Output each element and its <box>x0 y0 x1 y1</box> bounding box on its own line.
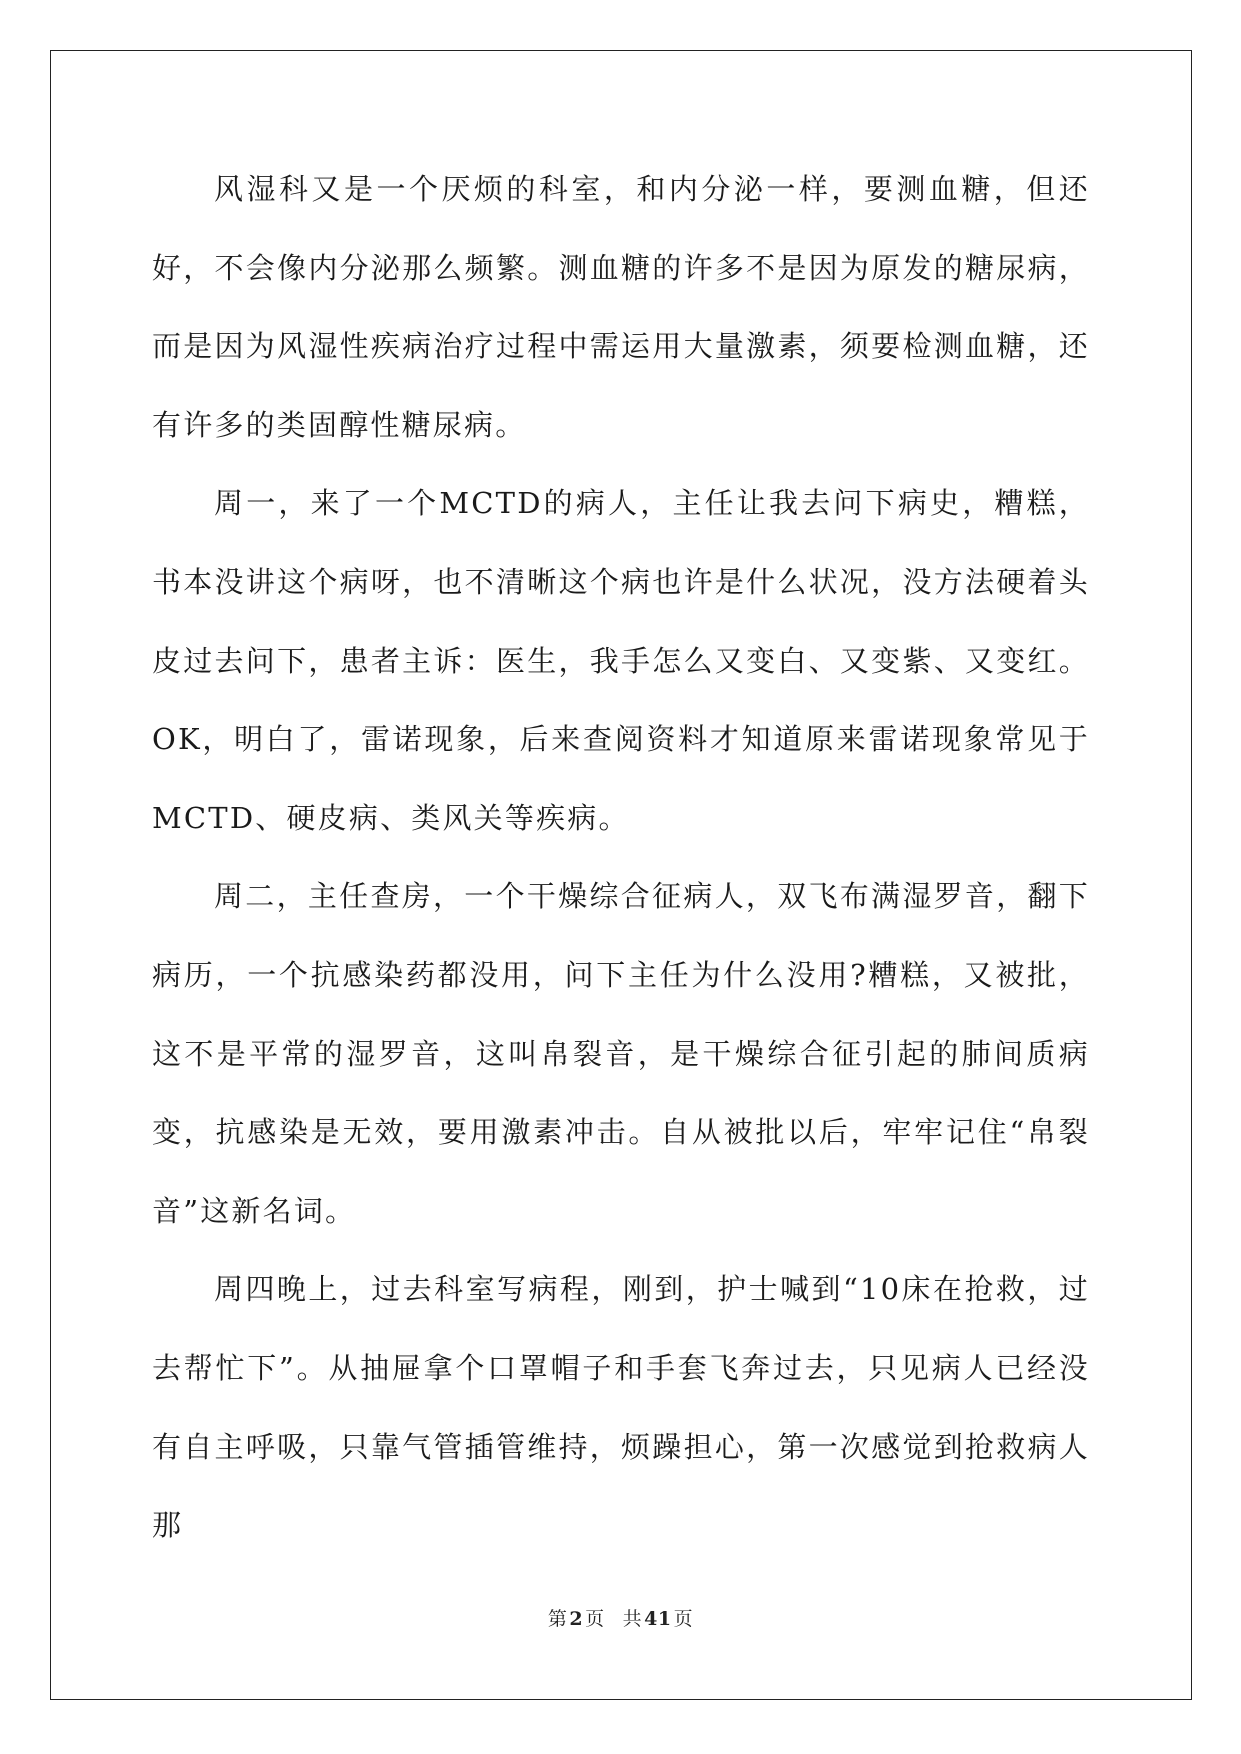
total-pages: 41 <box>644 1608 672 1630</box>
total-suffix: 页 <box>673 1608 694 1630</box>
total-prefix: 共 <box>622 1608 643 1630</box>
page-footer <box>0 1604 1241 1631</box>
page-suffix: 页 <box>585 1608 605 1630</box>
page-prefix: 第 <box>547 1608 568 1630</box>
paragraph-2: 周一，来了一个MCTD的病人，主任让我去问下病史，糟糕，书本没讲这个病呀，也不清晰这个病也许是什么状况，没方法硬着头皮过去问下，患者主诉：医生，我手怎么又变白、又变紫、又变红。OK，明白了，雷诺现象，后来查阅资料才知道原来雷诺现象常见于MCTD、硬皮病、类风关等疾病。 <box>152 486 1090 835</box>
paragraph-1: 风湿科又是一个厌烦的科室，和内分泌一样，要测血糖，但还好，不会像内分泌那么频繁。测血糖的许多不是因为原发的糖尿病，而是因为风湿性疾病治疗过程中需运用大量激素，须要检测血糖，还有许多的类固醇性糖尿病。 <box>152 172 1090 442</box>
document-body <box>152 150 1090 1565</box>
paragraph-4: 周四晚上，过去科室写病程，刚到，护士喊到“10床在抢救，过去帮忙下”。从抽屉拿个口罩帽子和手套飞奔过去，只见病人已经没有自主呼吸，只靠气管插管维持，烦躁担心，第一次感觉到抢救病人那 <box>152 1272 1090 1543</box>
paragraph-3: 周二，主任查房，一个干燥综合征病人，双飞布满湿罗音，翻下病历，一个抗感染药都没用，问下主任为什么没用?糟糕，又被批，这不是平常的湿罗音，这叫帛裂音，是干燥综合征引起的肺间质病变，抗感染是无效，要用激素冲击。自从被批以后，牢牢记住“帛裂音”这新名词。 <box>152 879 1090 1228</box>
page-number: 2 <box>569 1608 584 1630</box>
